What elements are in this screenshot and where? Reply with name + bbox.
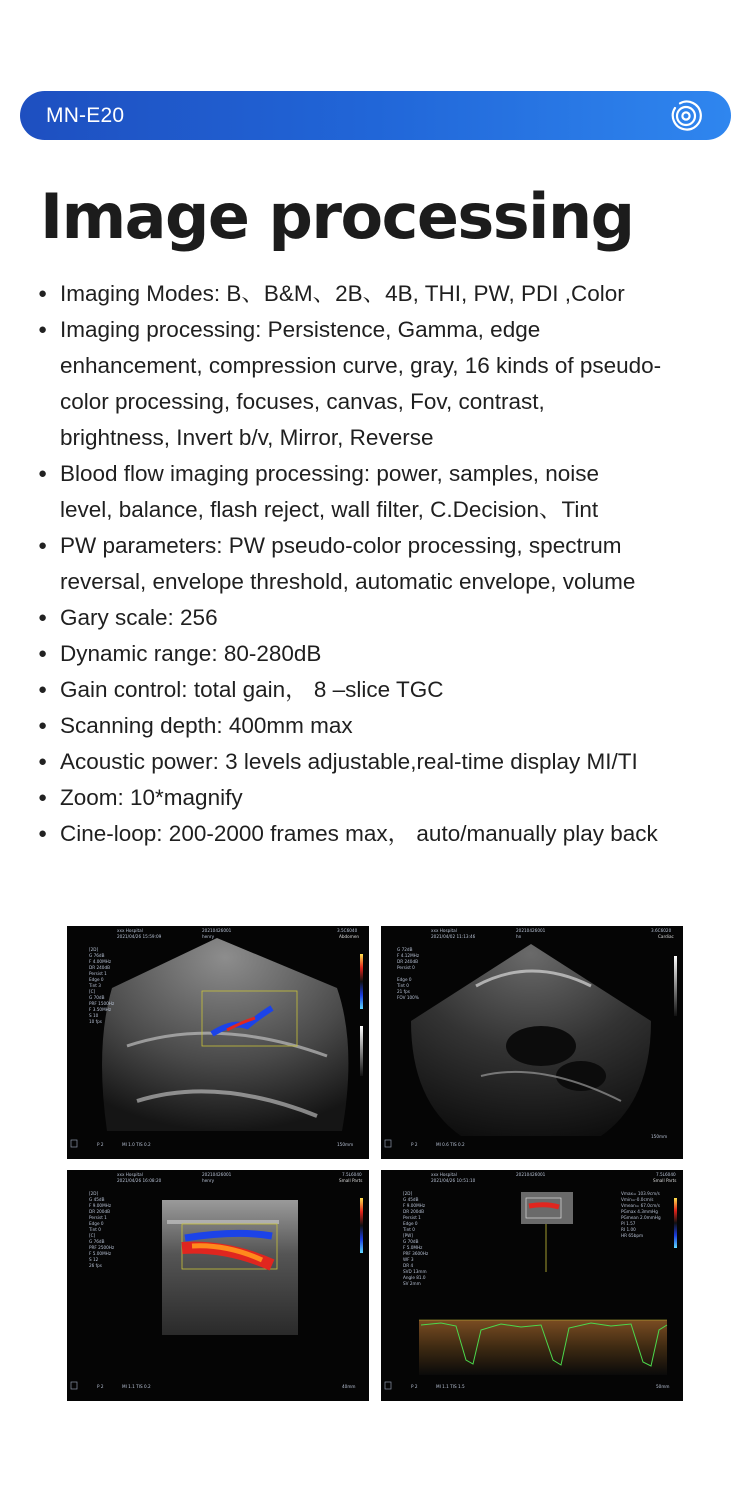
param: SVD 13mm: [403, 1269, 427, 1274]
spec-item: [38, 708, 738, 744]
param: Persist 1: [89, 1215, 107, 1220]
bullet-icon: ●: [38, 825, 48, 842]
param: S 10: [89, 1013, 99, 1018]
depth-label: 150mm: [651, 1134, 668, 1139]
param: DR 4: [403, 1263, 414, 1268]
exam-datetime: 2021/04/26 16:08:20: [117, 1178, 162, 1183]
param: Edge 0: [89, 977, 104, 982]
bullet-icon: ●: [38, 645, 48, 662]
bullet-icon: ●: [38, 681, 48, 698]
measurement: PGmean 2.0mmHg: [621, 1215, 661, 1220]
ultrasound-screen-abdomen: [67, 926, 369, 1159]
preset-name: Cardiac: [658, 934, 674, 939]
param: G 76dB: [89, 953, 105, 958]
exam-datetime: 2021/04/26 15:59:09: [117, 934, 162, 939]
carotid-color-scan: [67, 1170, 369, 1401]
param: DR 240dB: [89, 965, 110, 970]
bullet-icon: ●: [38, 285, 48, 302]
depth-label: 40mm: [342, 1384, 356, 1389]
spec-text: Blood flow imaging processing: power, samples, noise level, balance, flash reject, wall filter, C.Decision、Tint: [60, 461, 600, 522]
spec-item: [38, 600, 738, 636]
param: 26 fps: [89, 1263, 102, 1268]
param: WF 3: [403, 1257, 414, 1262]
param: [PW]: [403, 1233, 413, 1238]
exam-datetime: 2021/04/26 10:51:10: [431, 1178, 476, 1183]
depth-label: 150mm: [337, 1142, 354, 1147]
param: Tint 3: [89, 983, 101, 988]
depth-label: 50mm: [656, 1384, 670, 1389]
param: SV 2mm: [403, 1281, 421, 1286]
measurement: Vmean= 67.0cm/s: [621, 1203, 660, 1208]
probe-name: 3.6C6020: [651, 928, 672, 933]
spec-text: Scanning depth: 400mm max: [60, 713, 353, 738]
spec-item: [38, 816, 738, 852]
footer-power: P 2: [97, 1142, 104, 1147]
param: DR 240dB: [397, 959, 418, 964]
spec-item: [38, 276, 738, 312]
param: [2D]: [89, 1191, 99, 1196]
model-banner: [20, 91, 731, 140]
param: PRF 1500Hz: [89, 1001, 115, 1006]
spec-list: [38, 276, 738, 852]
param: FOV 100%: [397, 995, 419, 1000]
param: G 45dB: [89, 1197, 105, 1202]
hospital-name: xxx Hospital: [117, 1172, 143, 1177]
patient-name: henry: [202, 1178, 215, 1183]
param: G 70dB: [89, 995, 105, 1000]
param: F 9.00MHz: [89, 1203, 112, 1208]
param: Persist 1: [89, 971, 107, 976]
measurement: RI 1.00: [621, 1227, 636, 1232]
measurement: HR 65bpm: [621, 1233, 644, 1238]
patient-id: 20210426001: [202, 928, 232, 933]
footer-power: P 2: [411, 1142, 418, 1147]
cardiac-scan: [381, 926, 683, 1159]
param: Tint 0: [403, 1227, 415, 1232]
spec-item: [38, 744, 738, 780]
bullet-icon: ●: [38, 609, 48, 626]
patient-id: 20210426001: [516, 1172, 546, 1177]
param: Persist 1: [403, 1215, 421, 1220]
patient-id: 20210426001: [202, 1172, 232, 1177]
spec-text: Dynamic range: 80-280dB: [60, 641, 322, 666]
footer-index: MI 1.0 TIS 0.2: [122, 1142, 151, 1147]
hospital-name: xxx Hospital: [431, 1172, 457, 1177]
spec-item: [38, 636, 738, 672]
spec-text: Zoom: 10*magnify: [60, 785, 243, 810]
bullet-icon: ●: [38, 753, 48, 770]
preset-name: Small Parts: [653, 1178, 677, 1183]
abdomen-scan: [67, 926, 369, 1159]
probe-name: 7.5L6040: [656, 1172, 676, 1177]
preset-name: Abdomen: [339, 934, 360, 939]
measurement: PI 1.57: [621, 1221, 636, 1226]
footer-power: P 2: [411, 1384, 418, 1389]
param: F 9.00MHz: [403, 1203, 426, 1208]
footer-index: MI 1.1 TIS 1.5: [436, 1384, 465, 1389]
param: 10 fps: [89, 1019, 102, 1024]
measurement: Vmin=-0.0cm/s: [621, 1197, 654, 1202]
spec-text: Imaging processing: Persistence, Gamma, edge enhancement, compression curve, gray, 16 kinds of pseudo- color processing, focuses, canvas, Fov, contrast, brightness, Invert b/v, Mirror, Reverse: [60, 317, 662, 450]
param: F 4.12MHz: [397, 953, 420, 958]
param: Edge 0: [89, 1221, 104, 1226]
param: G 76dB: [89, 1239, 105, 1244]
param: G 45dB: [403, 1197, 419, 1202]
patient-name: hn: [516, 934, 522, 939]
param: PRF 3600Hz: [403, 1251, 429, 1256]
patient-name: henry: [202, 934, 215, 939]
param: DR 200dB: [403, 1209, 424, 1214]
param: [C]: [89, 1233, 96, 1238]
hospital-name: xxx Hospital: [117, 928, 143, 933]
ultrasound-screen-cardiac: [381, 926, 683, 1159]
ultrasound-gallery: [67, 926, 683, 1401]
param: 21 fps: [397, 989, 410, 994]
model-label: MN-E20: [46, 103, 125, 127]
patient-id: 20210426001: [516, 928, 546, 933]
bullet-icon: ●: [38, 789, 48, 806]
spec-text: PW parameters: PW pseudo-color processing, spectrum reversal, envelope threshold, automatic envelope, volume: [60, 533, 636, 594]
measurement: Vmax= 103.9cm/s: [621, 1191, 660, 1196]
param: F 5.0MHz: [403, 1245, 423, 1250]
bullet-icon: ●: [38, 465, 48, 482]
spec-text: Acoustic power: 3 levels adjustable,real-time display MI/TI: [60, 749, 638, 774]
exam-datetime: 2021/04/02 11:13:46: [431, 934, 476, 939]
footer-power: P 2: [97, 1384, 104, 1389]
param: F 3.50MHz: [89, 1007, 112, 1012]
param: Edge 0: [403, 1221, 418, 1226]
preset-name: Small Parts: [339, 1178, 363, 1183]
probe-name: 7.5L6040: [342, 1172, 362, 1177]
param: DR 200dB: [89, 1209, 110, 1214]
probe-name: 3.5C6040: [337, 928, 358, 933]
measurement: PGmax 4.3mmHg: [621, 1209, 658, 1214]
spec-text: Gain control: total gain， 8 –slice TGC: [60, 677, 444, 702]
bullet-icon: ●: [38, 537, 48, 554]
ultrasound-screen-small-parts-pw: [381, 1170, 683, 1401]
page-title: Image processing: [40, 180, 634, 253]
param: Angle 81.0: [403, 1275, 426, 1280]
footer-index: MI 0.6 TIS 0.2: [436, 1142, 465, 1147]
param: G 70dB: [403, 1239, 419, 1244]
param: F 4.00MHz: [89, 959, 112, 964]
spec-item: [38, 312, 738, 456]
hospital-name: xxx Hospital: [431, 928, 457, 933]
param: [2D]: [89, 947, 99, 952]
footer-index: MI 1.1 TIS 0.2: [122, 1384, 151, 1389]
spec-text: Imaging Modes: B、B&M、2B、4B, THI, PW, PDI ,Color: [60, 281, 625, 306]
param: Persist 0: [397, 965, 415, 970]
param: G 72dB: [397, 947, 413, 952]
spec-item: [38, 780, 738, 816]
ultrasound-screen-small-parts-color: [67, 1170, 369, 1401]
bullet-icon: ●: [38, 717, 48, 734]
param: Edge 0: [397, 977, 412, 982]
param: [C]: [89, 989, 96, 994]
param: S 12: [89, 1257, 99, 1262]
spec-item: [38, 456, 738, 528]
param: [2D]: [403, 1191, 413, 1196]
param: Tint 0: [397, 983, 409, 988]
spec-item: [38, 672, 738, 708]
bullet-icon: ●: [38, 321, 48, 338]
param: PRF 2500Hz: [89, 1245, 115, 1250]
concentric-rings-icon: [669, 99, 703, 133]
pw-doppler-scan: [381, 1170, 683, 1401]
spec-text: Gary scale: 256: [60, 605, 218, 630]
param: F 5.00MHz: [89, 1251, 112, 1256]
spec-item: [38, 528, 738, 600]
spec-text: Cine-loop: 200-2000 frames max， auto/manually play back: [60, 821, 658, 846]
param: Tint 0: [89, 1227, 101, 1232]
